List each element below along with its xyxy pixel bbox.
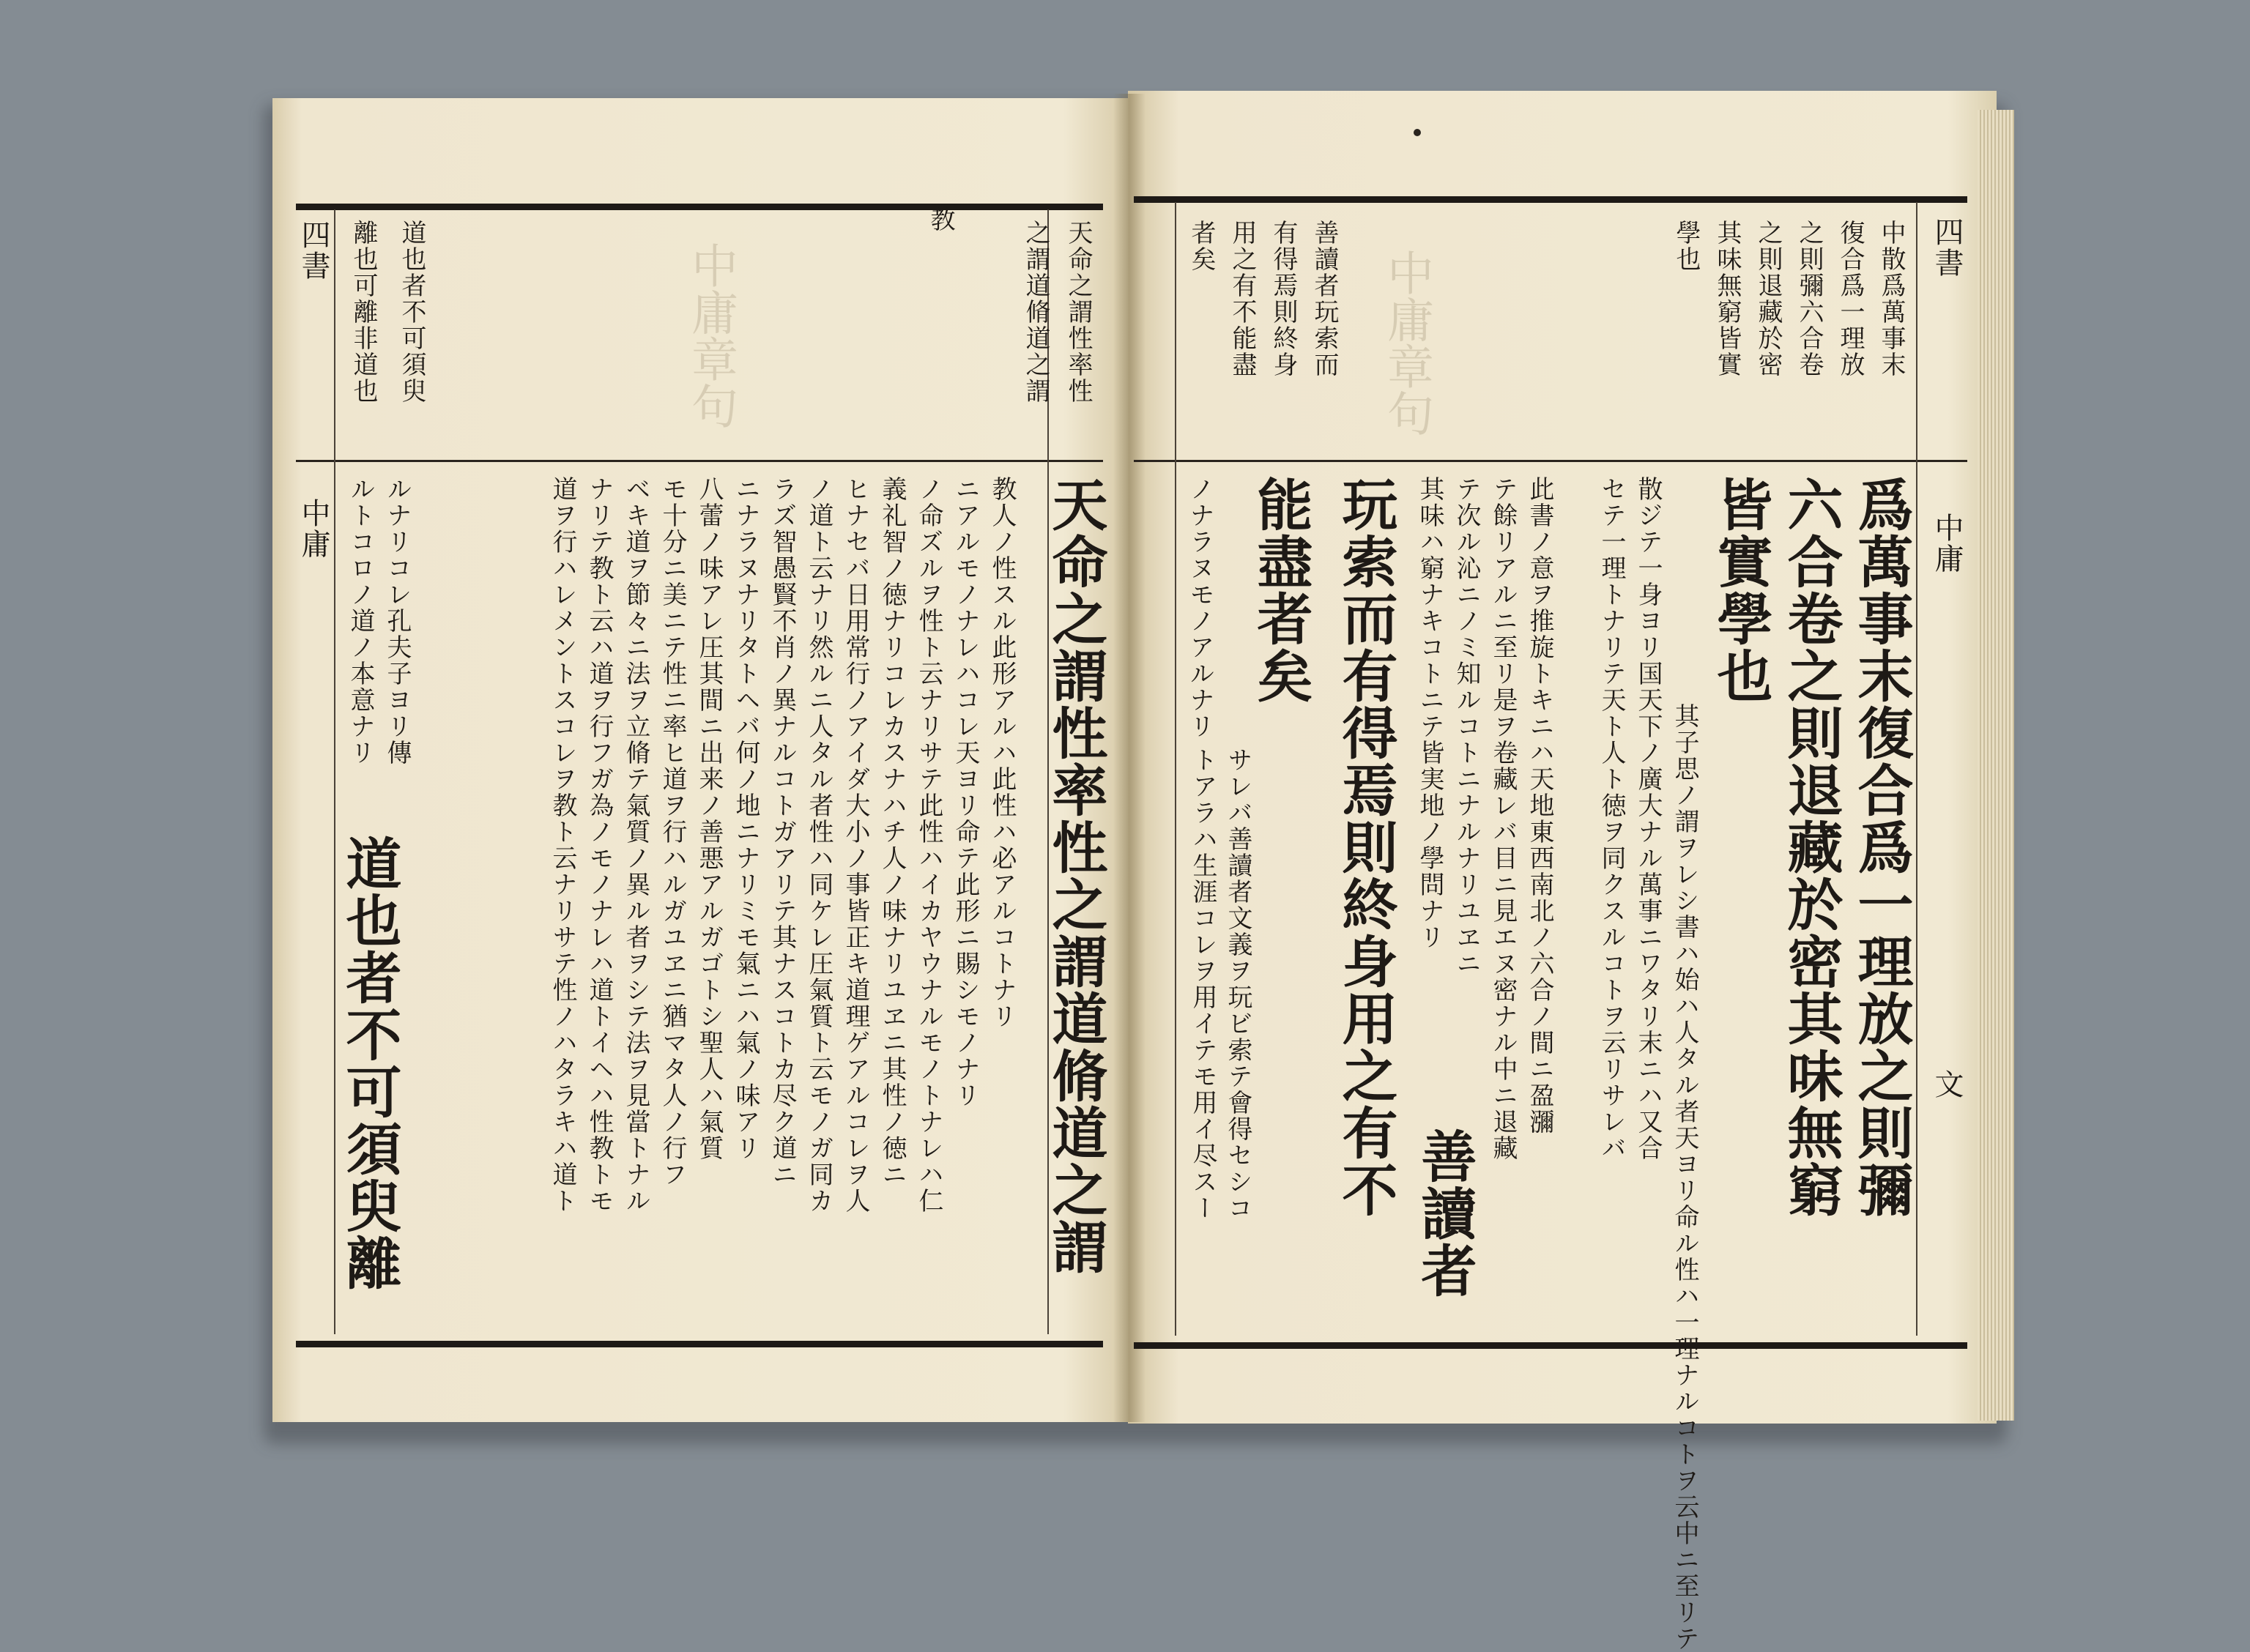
right-upper-col-9: 用之有不能盡 — [1228, 220, 1257, 378]
left-main-col-16: ルトコロノ道ノ本意ナリ — [346, 476, 375, 766]
left-main-heading: 天命之謂性率性之謂道脩道之謂 — [1043, 476, 1108, 1276]
right-upper-col-1: 中散爲萬事末 — [1876, 220, 1906, 378]
right-main-col-10: 其味ハ窮ナキコトニテ皆実地ノ學問ナリ — [1415, 476, 1444, 950]
right-main-col-9: テ次ル沁ニノミ知ルコトニナルナリユヱニ — [1452, 476, 1481, 977]
right-main-col-8: テ餘リアルニ至リ是ヲ卷藏レバ目ニ見エヌ密ナル中ニ退藏 — [1488, 476, 1518, 1161]
page-mark — [1414, 129, 1421, 136]
right-main-col-4: 其子思ノ謂ヲレシ書ハ始ハ人タル者天ヨリ命ル性ハ一理ナルコトヲ云中ニ至リテ — [1670, 703, 1699, 1652]
right-upper-col-7: 善讀者玩索而 — [1310, 220, 1339, 378]
right-main-heading-4: 善讀者 — [1412, 1128, 1477, 1299]
left-main-heading-2: 道也者不可須臾離 — [337, 835, 402, 1292]
right-main-col-5: 散ジテ一身ヨリ国天下ノ廣大ナル萬事ニワタリ末ニハ又合 — [1633, 476, 1663, 1161]
right-main-col-7: 此書ノ意ヲ推旋トキニハ天地東西南北ノ六合ノ間ニ盈瀰 — [1525, 476, 1554, 1135]
left-main-col-13: ナリテ教ト云ハ道ヲ行フガ為ノモノナレハ道トイヘハ性教トモ — [584, 476, 614, 1214]
right-upper-col-2: 復合爲一理放 — [1835, 220, 1865, 378]
left-margin-title: 四書 — [297, 220, 330, 281]
right-main-col-15: サレバ善讀者文義ヲ玩ビ索テ會得セシコ — [1223, 747, 1252, 1221]
left-main-col-3: ニアルモノナレハコレ天ヨリ命テ此形ニ賜シモノナリ — [951, 476, 980, 1109]
right-upper-col-5: 其味無窮皆實 — [1712, 220, 1742, 378]
left-main-col-8: ラズ智愚賢不肖ノ異ナルコトガアリテ其ナスコトカ尽ク道ニ — [768, 476, 797, 1188]
left-main-col-4: ノ命ズルヲ性ト云ナリサテ此性ハイカヤウナルモノトナレハ仁 — [914, 476, 943, 1214]
right-upper-col-3: 之則彌六合卷 — [1794, 220, 1824, 378]
left-margin-subtitle: 中庸 — [297, 498, 330, 559]
left-main-col-2: 教人ノ性スル此形アルハ此性ハ必アルコトナリ — [987, 476, 1017, 1030]
right-gutter-rule — [1175, 202, 1176, 1336]
right-main-heading-3: 皆實學也 — [1708, 476, 1773, 704]
right-margin-title: 四書 — [1930, 217, 1964, 278]
left-main-col-11: モ十分ニ美ニテ性ニ率ヒ道ヲ行ハルガユヱニ猶マタ人ノ行フ — [658, 476, 687, 1188]
right-main-heading-6: 能盡者矣 — [1248, 476, 1313, 704]
left-main-col-5: 義礼智ノ徳ナリコレカスナハチ人ノ味ナリユヱニ其性ノ徳ニ — [877, 476, 907, 1188]
left-main-col-12: ベキ道ヲ節々ニ法ヲ立脩テ氣質ノ異ル者ヲシテ法ヲ見當トナル — [621, 476, 650, 1214]
left-main-col-10: 八蕾ノ味アレ圧其間ニ出来ノ善悪アルガゴトシ聖人ハ氣質 — [694, 476, 724, 1161]
left-upper-col-2: 之謂道脩道之謂 — [1021, 220, 1050, 404]
left-upper-col-4: 道也者不可須臾 — [397, 220, 426, 404]
right-upper-col-8: 有得焉則終身 — [1269, 220, 1298, 378]
left-main-col-7: ノ道ト云ナリ然ルニ人タル者性ハ同ケレ圧氣質ト云モノガ同カ — [804, 476, 833, 1214]
publisher-mark: 文 — [1930, 1069, 1964, 1100]
left-upper-col-3: 教 — [926, 206, 955, 233]
left-main-col-14: 道ヲ行ハレメントスコレヲ教ト云ナリサテ性ノハタラキハ道ト — [548, 476, 577, 1214]
right-section-divider — [1134, 460, 1967, 462]
right-main-col-16: トアラハ生涯コレヲ用イテモ用イ尽スー — [1188, 747, 1217, 1221]
right-main-col-6: セテ一理トナリテ天ト人ト徳ヲ同クスルコトヲ云リサレバ — [1597, 476, 1626, 1161]
left-upper-col-5: 離也可離非道也 — [349, 220, 378, 404]
left-section-divider — [296, 460, 1103, 462]
page-edges — [1978, 110, 2014, 1421]
bleed-through-left: 中庸章句 — [683, 242, 738, 429]
right-margin-subtitle: 中庸 — [1930, 513, 1964, 574]
left-main-col-6: ヒナセバ日用常行ノアイダ大小ノ事皆正キ道理ゲアルコレヲ人 — [841, 476, 870, 1214]
right-margin-rule — [1916, 202, 1917, 1336]
right-main-heading-5: 玩索而有得焉則終身用之有不 — [1333, 476, 1398, 1218]
right-main-heading-1: 爲萬事末復合爲一理放之則彌 — [1849, 476, 1914, 1218]
right-main-heading-2: 六合卷之則退藏於密其味無窮 — [1778, 476, 1844, 1218]
right-main-col-11: ノナラヌモノアルナリ — [1185, 476, 1214, 740]
left-main-col-9: ニナラヌナリタトヘバ何ノ地ニナリミモ氣ニハ氣ノ味アリ — [731, 476, 760, 1161]
left-main-col-15: ルナリコレ孔夫子ヨリ傳 — [382, 476, 412, 766]
right-upper-col-4: 之則退藏於密 — [1753, 220, 1783, 378]
right-upper-col-10: 者矣 — [1187, 220, 1216, 272]
left-upper-col-1: 天命之謂性率性 — [1063, 220, 1093, 404]
right-upper-col-6: 學也 — [1671, 220, 1701, 272]
bleed-through-right: 中庸章句 — [1379, 249, 1433, 436]
